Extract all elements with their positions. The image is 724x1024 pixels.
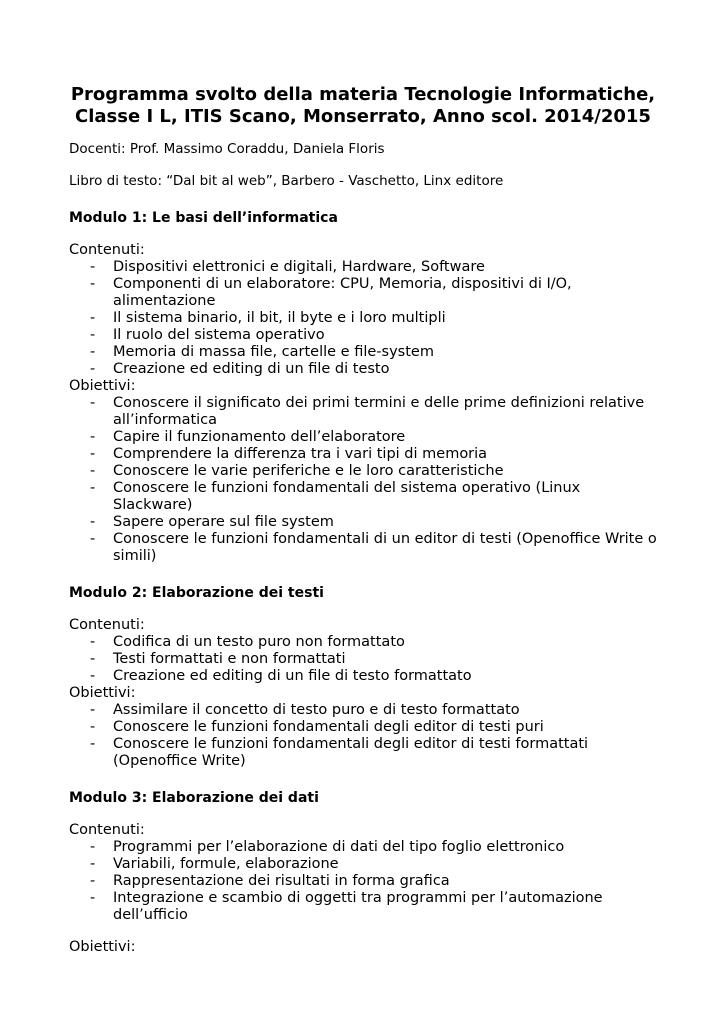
list-item-text: Il sistema binario, il bit, il byte e i loro multipli [113,310,446,326]
list-item-text: Integrazione e scambio di oggetti tra programmi per l’automazione dell’ufficio [113,890,603,923]
list-item [69,463,659,480]
list-item [69,702,659,719]
document-title [65,84,661,128]
bullet-dash: - [90,890,96,906]
objectives-label: Obiettivi: [69,378,136,394]
contents-list [69,634,659,685]
bullet-dash: - [90,719,96,735]
title-line-2: Classe I L, ITIS Scano, Monserrato, Anno scol. 2014/2015 [75,106,651,127]
list-item-text: Conoscere le funzioni fondamentali degli editor di testi formattati (Openoffice Write) [113,736,589,769]
list-item-text: Conoscere le varie periferiche e le loro caratteristiche [113,463,504,479]
list-item-text: Testi formattati e non formattati [113,651,346,667]
objectives-label: Obiettivi: [69,685,136,701]
list-item-text: Programmi per l’elaborazione di dati del tipo foglio elettronico [113,839,565,855]
bullet-dash: - [90,395,96,411]
bullet-dash: - [90,702,96,718]
list-item [69,668,659,685]
contents-list [69,259,659,378]
list-item-text: Rappresentazione dei risultati in forma grafica [113,873,450,889]
list-item [69,310,659,327]
list-item-text: Conoscere le funzioni fondamentali del sistema operativo (Linux Slackware) [113,480,581,513]
list-item [69,531,659,565]
list-item-text: Il ruolo del sistema operativo [113,327,325,343]
list-item-text: Sapere operare sul file system [113,514,334,530]
bullet-dash: - [90,344,96,360]
bullet-dash: - [90,429,96,445]
list-item [69,651,659,668]
module-title: Modulo 1: Le basi dell’informatica [69,210,338,226]
list-item-text: Componenti di un elaboratore: CPU, Memoria, dispositivi di I/O, alimentazione [113,276,572,309]
teachers-line: Docenti: Prof. Massimo Coraddu, Daniela Floris [69,141,385,157]
list-item-text: Creazione ed editing di un file di testo [113,361,390,377]
list-item [69,736,659,770]
list-item [69,634,659,651]
module-title: Modulo 2: Elaborazione dei testi [69,585,324,601]
bullet-dash: - [90,839,96,855]
list-item-text: Comprendere la differenza tra i vari tipi di memoria [113,446,488,462]
list-item [69,429,659,446]
list-item [69,259,659,276]
list-item-text: Conoscere le funzioni fondamentali degli editor di testi puri [113,719,544,735]
bullet-dash: - [90,514,96,530]
list-item [69,344,659,361]
module-3 [69,789,659,956]
contents-label: Contenuti: [69,242,145,258]
bullet-dash: - [90,446,96,462]
list-item [69,395,659,429]
list-item [69,514,659,531]
list-item-text: Dispositivi elettronici e digitali, Hardware, Software [113,259,485,275]
list-item [69,719,659,736]
list-item [69,327,659,344]
list-item-text: Codifica di un testo puro non formattato [113,634,405,650]
objectives-list [69,702,659,770]
list-item [69,361,659,378]
title-line-1: Programma svolto della materia Tecnologie Informatiche, [70,84,656,105]
list-item [69,873,659,890]
bullet-dash: - [90,463,96,479]
bullet-dash: - [90,310,96,326]
bullet-dash: - [90,276,96,292]
bullet-dash: - [90,856,96,872]
list-item [69,276,659,310]
list-item-text: Creazione ed editing di un file di testo formattato [113,668,472,684]
list-item [69,856,659,873]
bullet-dash: - [90,361,96,377]
contents-list [69,839,659,924]
document-page [69,84,659,956]
bullet-dash: - [90,873,96,889]
list-item-text: Variabili, formule, elaborazione [113,856,339,872]
modules-container [69,209,659,956]
list-item-text: Memoria di massa file, cartelle e file-system [113,344,434,360]
list-item-text: Assimilare il concetto di testo puro e di testo formattato [113,702,520,718]
list-item [69,839,659,856]
bullet-dash: - [90,651,96,667]
bullet-dash: - [90,736,96,752]
list-item [69,890,659,924]
objectives-label: Obiettivi: [69,939,136,955]
list-item [69,480,659,514]
objectives-list [69,395,659,565]
list-item-text: Conoscere il significato dei primi termini e delle prime definizioni relative all’informatica [113,395,645,428]
bullet-dash: - [90,259,96,275]
bullet-dash: - [90,327,96,343]
list-item [69,446,659,463]
contents-label: Contenuti: [69,822,145,838]
bullet-dash: - [90,480,96,496]
list-item-text: Capire il funzionamento dell’elaboratore [113,429,406,445]
list-item-text: Conoscere le funzioni fondamentali di un editor di testi (Openoffice Write o simili) [113,531,657,564]
module-title: Modulo 3: Elaborazione dei dati [69,790,319,806]
bullet-dash: - [90,668,96,684]
textbook-line: Libro di testo: “Dal bit al web”, Barbero - Vaschetto, Linx editore [69,173,504,189]
module-2 [69,584,659,770]
bullet-dash: - [90,634,96,650]
bullet-dash: - [90,531,96,547]
module-1 [69,209,659,565]
contents-label: Contenuti: [69,617,145,633]
